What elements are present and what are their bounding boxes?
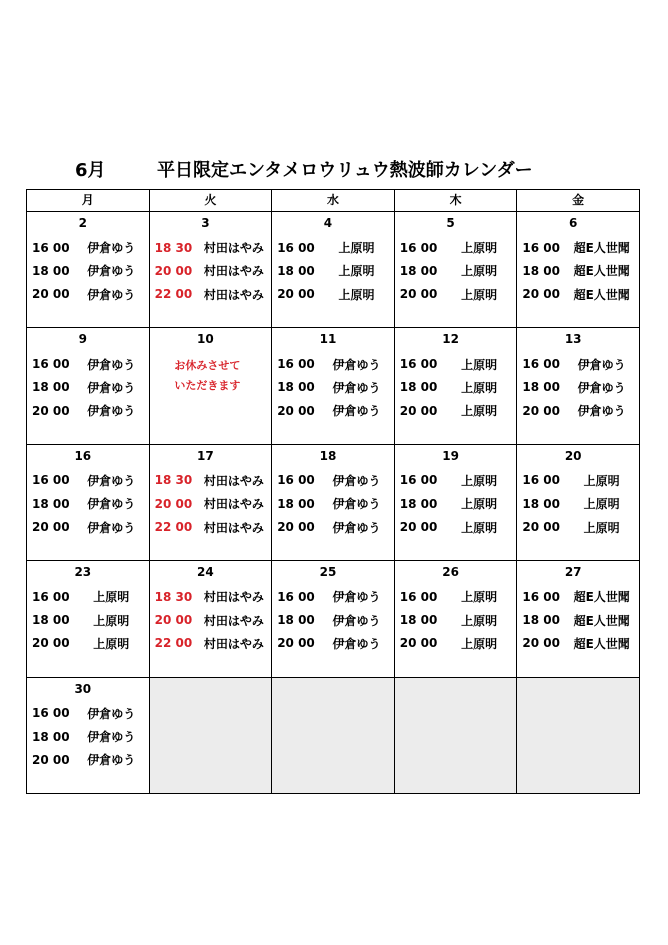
slot-performer: 伊倉ゆう xyxy=(332,357,381,372)
slot-row xyxy=(27,492,149,515)
slot-performer: 超E人世聞 xyxy=(573,264,630,279)
day-number: 25 xyxy=(319,565,337,580)
slot-performer: 上原明 xyxy=(461,287,498,302)
day-number: 16 xyxy=(74,448,92,463)
slot-time: 18 00 xyxy=(277,496,315,511)
slot-row xyxy=(27,352,149,375)
week-row xyxy=(27,677,640,793)
slot-performer: 伊倉ゆう xyxy=(577,357,626,372)
slot-row xyxy=(395,376,517,399)
slot-performer: 村田はやみ xyxy=(203,520,264,535)
slot-list xyxy=(272,236,394,306)
slot-time: 20 00 xyxy=(154,613,193,628)
weekday-header-tue: 火 xyxy=(149,190,272,212)
slot-row xyxy=(27,748,149,771)
slot-performer: 超E人世聞 xyxy=(573,590,630,605)
slot-row xyxy=(395,492,517,515)
slot-row xyxy=(27,632,149,655)
slot-time: 18 00 xyxy=(277,380,315,395)
weekday-header-mon: 月 xyxy=(27,190,150,212)
slot-performer: 上原明 xyxy=(461,404,498,419)
slot-time: 18 00 xyxy=(32,380,70,395)
day-number: 12 xyxy=(442,332,459,347)
slot-time: 18 00 xyxy=(277,263,315,278)
slot-performer: 伊倉ゆう xyxy=(332,497,381,512)
slot-row xyxy=(517,259,639,282)
slot-performer: 村田はやみ xyxy=(203,241,264,256)
day-cell xyxy=(27,444,150,560)
slot-time: 22 00 xyxy=(154,520,193,535)
slot-row xyxy=(517,283,639,306)
slot-row xyxy=(395,585,517,608)
slot-list xyxy=(272,585,394,655)
slot-performer: 村田はやみ xyxy=(203,473,264,488)
slot-list xyxy=(27,585,149,655)
slot-row xyxy=(27,259,149,282)
slot-time: 16 00 xyxy=(522,473,560,488)
empty-day-cell xyxy=(517,677,640,793)
slot-row xyxy=(517,515,639,538)
slot-list xyxy=(27,469,149,539)
slot-time: 20 00 xyxy=(277,520,315,535)
slot-row xyxy=(272,469,394,492)
slot-row xyxy=(27,515,149,538)
slot-performer: 伊倉ゆう xyxy=(332,613,381,628)
day-number: 4 xyxy=(323,216,333,230)
day-cell xyxy=(149,328,272,444)
day-cell xyxy=(149,444,272,560)
slot-performer: 超E人世聞 xyxy=(573,287,630,302)
week-row xyxy=(27,212,640,328)
slot-row xyxy=(517,608,639,631)
slot-performer: 伊倉ゆう xyxy=(332,520,381,535)
slot-list xyxy=(517,352,639,422)
slot-row xyxy=(272,515,394,538)
slot-time: 20 00 xyxy=(32,752,70,767)
slot-row xyxy=(517,352,639,375)
slot-time: 18 00 xyxy=(522,263,560,278)
day-number: 30 xyxy=(74,681,92,696)
slot-time: 16 00 xyxy=(522,357,560,372)
slot-time: 20 00 xyxy=(32,287,70,302)
slot-time: 18 00 xyxy=(522,613,560,628)
slot-row xyxy=(395,515,517,538)
day-number: 20 xyxy=(564,448,582,463)
day-cell xyxy=(27,561,150,677)
day-cell xyxy=(149,212,272,328)
slot-performer: 上原明 xyxy=(93,636,130,651)
slot-time: 20 00 xyxy=(522,636,560,651)
slot-row xyxy=(150,492,272,515)
day-number: 10 xyxy=(197,332,214,347)
slot-performer: 超E人世聞 xyxy=(573,636,630,651)
slot-performer: 上原明 xyxy=(461,473,498,488)
slot-time: 18 00 xyxy=(399,613,438,628)
slot-performer: 伊倉ゆう xyxy=(332,590,381,605)
day-cell xyxy=(394,561,517,677)
slot-row xyxy=(395,632,517,655)
slot-row xyxy=(517,236,639,259)
slot-time: 20 00 xyxy=(399,520,438,535)
slot-performer: 上原明 xyxy=(461,520,498,535)
slot-row xyxy=(395,608,517,631)
day-number: 17 xyxy=(197,448,214,463)
slot-time: 20 00 xyxy=(277,287,315,302)
slot-performer: 上原明 xyxy=(338,241,375,256)
slot-performer: 上原明 xyxy=(461,264,498,279)
slot-performer: 村田はやみ xyxy=(203,590,264,605)
slot-time: 16 00 xyxy=(399,473,438,488)
slot-row xyxy=(27,283,149,306)
slot-time: 20 00 xyxy=(277,636,315,651)
calendar-title xyxy=(75,158,635,184)
slot-performer: 村田はやみ xyxy=(203,497,264,512)
calendar-body xyxy=(27,212,640,794)
slot-performer: 上原明 xyxy=(583,497,620,512)
slot-row xyxy=(150,236,272,259)
slot-row xyxy=(272,352,394,375)
weekday-header-thu: 木 xyxy=(394,190,517,212)
slot-time: 18 00 xyxy=(522,380,560,395)
slot-list xyxy=(27,702,149,772)
slot-row xyxy=(395,283,517,306)
day-cell xyxy=(272,561,395,677)
slot-time: 16 00 xyxy=(32,589,70,604)
closed-note: いただきます xyxy=(174,379,241,393)
empty-day-cell xyxy=(394,677,517,793)
slot-performer: 村田はやみ xyxy=(203,287,264,302)
slot-time: 18 00 xyxy=(32,613,70,628)
slot-list xyxy=(272,352,394,422)
slot-time: 20 00 xyxy=(399,287,438,302)
slot-performer: 伊倉ゆう xyxy=(332,636,381,651)
empty-day-cell xyxy=(149,677,272,793)
slot-performer: 伊倉ゆう xyxy=(87,753,136,768)
slot-performer: 村田はやみ xyxy=(203,636,264,651)
slot-time: 16 00 xyxy=(399,357,438,372)
slot-row xyxy=(150,259,272,282)
day-number: 23 xyxy=(74,565,92,580)
day-cell xyxy=(27,328,150,444)
slot-row xyxy=(395,259,517,282)
slot-time: 20 00 xyxy=(32,520,70,535)
slot-row xyxy=(27,469,149,492)
day-cell xyxy=(149,561,272,677)
slot-time: 16 00 xyxy=(277,240,315,255)
day-cell xyxy=(272,328,395,444)
week-row xyxy=(27,444,640,560)
day-number: 5 xyxy=(446,216,455,230)
day-number: 13 xyxy=(564,332,582,347)
slot-row xyxy=(272,585,394,608)
slot-performer: 上原明 xyxy=(338,287,375,302)
slot-time: 16 00 xyxy=(522,240,560,255)
day-number: 19 xyxy=(442,448,459,463)
slot-row xyxy=(27,399,149,422)
slot-row xyxy=(27,725,149,748)
slot-row xyxy=(272,376,394,399)
slot-performer: 上原明 xyxy=(461,241,498,256)
day-cell xyxy=(272,444,395,560)
day-cell xyxy=(517,328,640,444)
day-number: 6 xyxy=(569,216,578,230)
slot-row xyxy=(517,492,639,515)
slot-performer: 伊倉ゆう xyxy=(332,404,381,419)
slot-list xyxy=(395,236,517,306)
slot-performer: 超E人世聞 xyxy=(573,241,630,256)
slot-row xyxy=(27,236,149,259)
slot-performer: 超E人世聞 xyxy=(573,613,630,628)
slot-time: 20 00 xyxy=(154,263,193,278)
slot-time: 18 30 xyxy=(154,473,193,488)
slot-row xyxy=(150,469,272,492)
slot-time: 22 00 xyxy=(154,636,193,651)
title-text: 平日限定エンタメロウリュウ熱波師カレンダー xyxy=(157,160,533,181)
day-cell xyxy=(272,212,395,328)
slot-performer: 伊倉ゆう xyxy=(87,287,136,302)
slot-row xyxy=(272,492,394,515)
slot-time: 16 00 xyxy=(277,357,315,372)
slot-performer: 村田はやみ xyxy=(203,264,264,279)
slot-list xyxy=(395,585,517,655)
slot-row xyxy=(27,585,149,608)
slot-performer: 伊倉ゆう xyxy=(87,264,136,279)
slot-performer: 上原明 xyxy=(461,497,498,512)
slot-time: 18 00 xyxy=(277,613,315,628)
day-number: 3 xyxy=(201,216,210,230)
slot-row xyxy=(272,259,394,282)
slot-list xyxy=(517,585,639,655)
day-cell xyxy=(27,677,150,793)
slot-performer: 伊倉ゆう xyxy=(332,473,381,488)
slot-performer: 伊倉ゆう xyxy=(87,497,136,512)
week-row xyxy=(27,561,640,677)
slot-time: 16 00 xyxy=(277,473,315,488)
slot-performer: 上原明 xyxy=(461,590,498,605)
slot-performer: 伊倉ゆう xyxy=(332,380,381,395)
slot-row xyxy=(517,469,639,492)
slot-performer: 上原明 xyxy=(461,380,498,395)
slot-time: 22 00 xyxy=(154,287,193,302)
slot-time: 18 00 xyxy=(32,263,70,278)
slot-performer: 上原明 xyxy=(461,636,498,651)
slot-time: 20 00 xyxy=(399,636,438,651)
slot-list xyxy=(27,352,149,422)
day-cell xyxy=(517,561,640,677)
slot-row xyxy=(517,632,639,655)
slot-performer: 村田はやみ xyxy=(203,613,264,628)
slot-time: 18 00 xyxy=(32,496,70,511)
slot-time: 18 00 xyxy=(522,496,560,511)
slot-performer: 伊倉ゆう xyxy=(87,357,136,372)
slot-time: 20 00 xyxy=(522,287,560,302)
slot-list xyxy=(150,585,272,655)
slot-performer: 伊倉ゆう xyxy=(87,706,136,721)
slot-time: 18 00 xyxy=(399,496,438,511)
slot-list xyxy=(517,236,639,306)
slot-row xyxy=(517,399,639,422)
day-cell xyxy=(517,212,640,328)
day-cell xyxy=(394,444,517,560)
slot-time: 20 00 xyxy=(399,403,438,418)
day-cell xyxy=(27,212,150,328)
weekday-header-fri: 金 xyxy=(517,190,640,212)
slot-performer: 上原明 xyxy=(93,613,130,628)
slot-row xyxy=(150,515,272,538)
day-cell xyxy=(517,444,640,560)
slot-row xyxy=(272,283,394,306)
slot-time: 16 00 xyxy=(277,589,315,604)
slot-list xyxy=(150,469,272,539)
slot-time: 20 00 xyxy=(522,520,560,535)
empty-day-cell xyxy=(272,677,395,793)
slot-performer: 伊倉ゆう xyxy=(87,730,136,744)
slot-list xyxy=(395,469,517,539)
slot-performer: 上原明 xyxy=(93,590,130,605)
slot-list xyxy=(517,469,639,539)
slot-time: 20 00 xyxy=(154,496,193,511)
slot-row xyxy=(272,608,394,631)
slot-performer: 上原明 xyxy=(583,520,620,535)
slot-performer: 伊倉ゆう xyxy=(577,404,626,419)
slot-performer: 伊倉ゆう xyxy=(87,520,136,535)
day-cell xyxy=(394,328,517,444)
slot-row xyxy=(150,283,272,306)
day-number: 9 xyxy=(78,332,87,347)
slot-list xyxy=(27,236,149,306)
weekday-header-row xyxy=(27,190,640,212)
day-number: 26 xyxy=(442,565,459,580)
slot-row xyxy=(272,632,394,655)
slot-performer: 伊倉ゆう xyxy=(87,241,136,256)
slot-row xyxy=(395,352,517,375)
slot-row xyxy=(27,376,149,399)
slot-time: 18 00 xyxy=(399,380,438,395)
slot-time: 20 00 xyxy=(32,403,70,418)
slot-time: 16 00 xyxy=(522,589,560,604)
slot-row xyxy=(150,585,272,608)
slot-row xyxy=(27,702,149,725)
slot-time: 16 00 xyxy=(32,357,70,372)
slot-time: 20 00 xyxy=(32,636,70,651)
slot-list xyxy=(150,236,272,306)
day-number: 11 xyxy=(319,332,337,347)
day-number: 27 xyxy=(564,565,582,580)
slot-time: 20 00 xyxy=(277,403,315,418)
slot-row xyxy=(150,608,272,631)
slot-time: 16 00 xyxy=(399,589,438,604)
slot-time: 20 00 xyxy=(522,403,560,418)
slot-time: 16 00 xyxy=(399,240,438,255)
week-row xyxy=(27,328,640,444)
weekday-header-wed: 水 xyxy=(272,190,395,212)
slot-list xyxy=(395,352,517,422)
slot-row xyxy=(150,632,272,655)
calendar-table xyxy=(26,189,640,794)
slot-time: 18 00 xyxy=(399,263,438,278)
slot-row xyxy=(517,376,639,399)
slot-row xyxy=(395,399,517,422)
slot-row xyxy=(272,236,394,259)
slot-performer: 伊倉ゆう xyxy=(87,473,136,488)
slot-time: 18 00 xyxy=(32,729,70,744)
slot-performer: 上原明 xyxy=(583,473,620,488)
slot-performer: 上原明 xyxy=(338,264,375,279)
slot-time: 16 00 xyxy=(32,240,70,255)
slot-row xyxy=(272,399,394,422)
title-month: 6月 xyxy=(75,160,106,181)
slot-performer: 伊倉ゆう xyxy=(87,404,136,419)
closed-note: お休みさせて xyxy=(174,359,241,373)
day-cell xyxy=(394,212,517,328)
slot-row xyxy=(395,236,517,259)
slot-time: 16 00 xyxy=(32,473,70,488)
slot-row xyxy=(395,469,517,492)
day-number: 24 xyxy=(197,565,214,580)
day-number: 18 xyxy=(319,448,337,463)
day-number: 2 xyxy=(78,216,87,230)
slot-row xyxy=(27,608,149,631)
slot-row xyxy=(517,585,639,608)
slot-performer: 伊倉ゆう xyxy=(87,380,136,395)
slot-time: 16 00 xyxy=(32,706,70,721)
slot-performer: 上原明 xyxy=(461,613,498,628)
slot-performer: 伊倉ゆう xyxy=(577,380,626,395)
slot-performer: 上原明 xyxy=(461,357,498,372)
slot-list xyxy=(272,469,394,539)
slot-time: 18 30 xyxy=(154,589,193,604)
slot-time: 18 30 xyxy=(154,240,193,255)
